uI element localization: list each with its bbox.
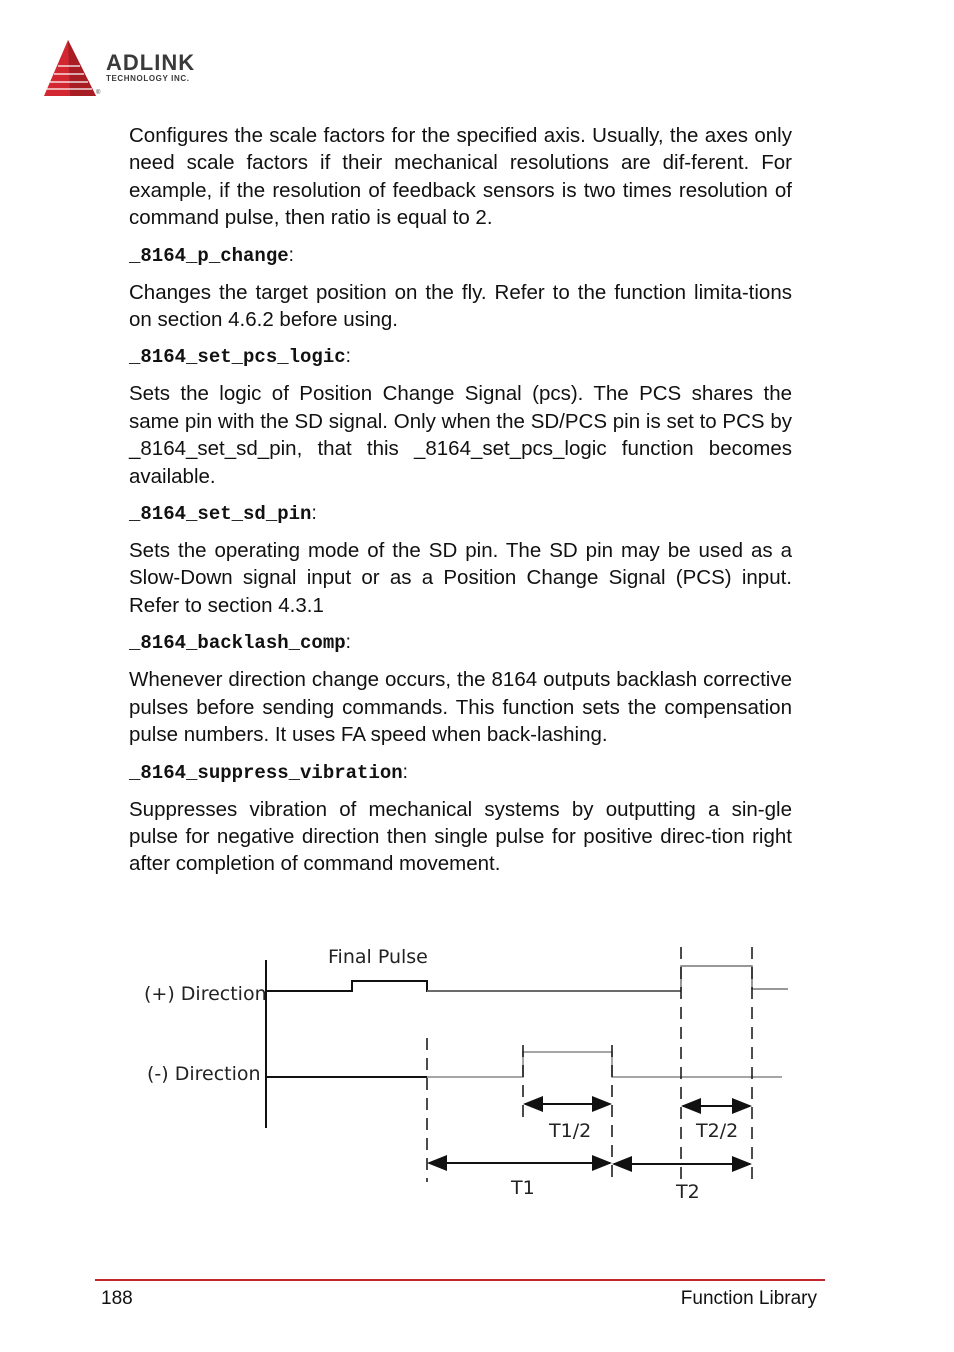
timing-diagram <box>130 935 800 1220</box>
colon: : <box>345 346 351 368</box>
logo-wordmark: ADLINK <box>106 50 196 75</box>
function-description: Changes the target position on the fly. Refer to the function limita-tions on section 4.6.2 before using. <box>129 280 792 332</box>
t2-label: T2 <box>676 1181 700 1203</box>
final-pulse-label: Final Pulse <box>328 946 428 968</box>
plus-waveform-pulse <box>266 981 681 991</box>
function-description: Whenever direction change occurs, the 8164 outputs backlash corrective pulses before sending commands. This function sets the compensation pulse numbers. It uses FA speed when back-lashing. <box>129 668 792 747</box>
function-heading <box>129 761 792 785</box>
logo-subtitle: TECHNOLOGY INC. <box>106 74 190 83</box>
colon: : <box>345 632 351 654</box>
function-heading <box>129 244 792 268</box>
colon: : <box>311 503 317 525</box>
registered-mark: ® <box>96 90 101 96</box>
colon: : <box>402 761 408 783</box>
function-description: Sets the logic of Position Change Signal (pcs). The PCS shares the same pin with the SD signal. Only when the SD/PCS pin is set to PCS by _8164_set_sd_pin, that this _8164_set_pcs_logic function becomes available. <box>129 382 792 488</box>
plus-waveform-end-pulse <box>681 966 788 991</box>
section-title: Function Library <box>680 1288 817 1309</box>
function-name: _8164_set_pcs_logic <box>129 346 346 369</box>
minus-direction-label: (-) Direction <box>147 1063 261 1085</box>
minus-waveform-pulse <box>427 1052 782 1077</box>
t1-label: T1 <box>511 1177 535 1199</box>
plus-direction-label: (+) Direction <box>144 983 267 1005</box>
function-description: Suppresses vibration of mechanical systems by outputting a sin-gle pulse for negative direction then single pulse for positive direc-tion right after completion of command movement. <box>129 797 792 876</box>
function-name: _8164_suppress_vibration <box>129 761 403 784</box>
footer-rule <box>95 1279 825 1281</box>
function-name: _8164_p_change <box>129 244 289 267</box>
function-heading <box>129 345 792 369</box>
function-name: _8164_set_sd_pin <box>129 503 312 526</box>
function-heading <box>129 502 792 526</box>
function-heading <box>129 631 792 655</box>
colon: : <box>288 244 294 266</box>
page-content <box>129 122 792 890</box>
t1-half-label: T1/2 <box>549 1120 592 1142</box>
intro-paragraph: Configures the scale factors for the specified axis. Usually, the axes only need scale factors if their mechanical resolutions are dif-ferent. For example, if the resolution of feedback sensors is two times resolution of command pulse, then ratio is equal to 2. <box>129 124 792 230</box>
t2-half-label: T2/2 <box>696 1120 739 1142</box>
function-description: Sets the operating mode of the SD pin. The SD pin may be used as a Slow-Down signal input or as a Position Change Signal (PCS) input. Refer to section 4.3.1 <box>129 539 792 617</box>
function-name: _8164_backlash_comp <box>129 632 346 655</box>
page-number: 188 <box>101 1288 133 1309</box>
